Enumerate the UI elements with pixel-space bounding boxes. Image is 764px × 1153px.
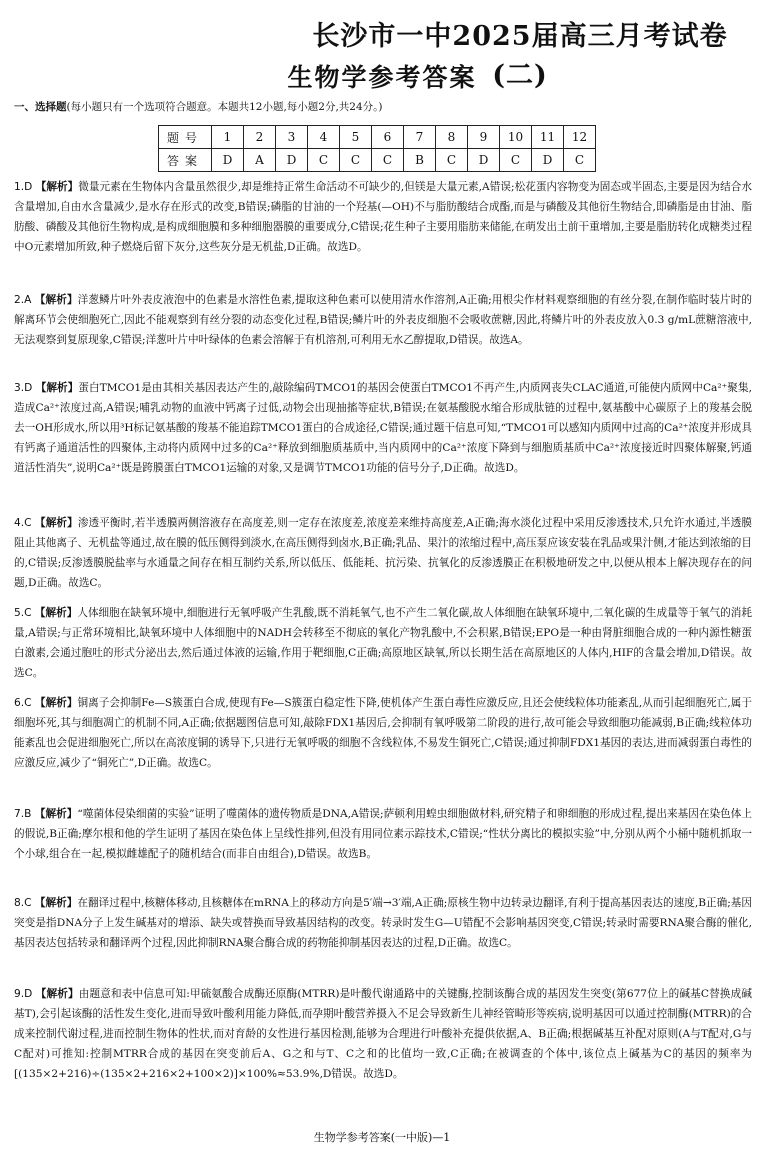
question-explanation — [14, 379, 752, 479]
answer-table-row-numbers — [159, 126, 596, 149]
analysis-tag: 【解析】 — [34, 607, 78, 619]
row-label-answer: 答案 — [159, 149, 212, 172]
question-answer: 8.C — [14, 897, 32, 909]
explanation-text: 蛋白TMCO1是由其相关基因表达产生的,敲除编码TMCO1的基因会使蛋白TMCO1不再产生,内质网丧失CLAC通道,可能使内质网中Ca²⁺聚集,造成Ca²⁺浓度过高,A错误;哺乳动物的血液中钙离子过低,动物会出现抽搐等症状,B错误;在氨基酸脱水缩合形成肽链的过程中,氨基酸中心碳原子上的羧基会脱去一OH形成水,所以用³H标记氨基酸的羧基不能追踪TMCO1蛋白的合成途径,C错误;通过题干信息可知,“TMCO1可以感知内质网中过高的Ca²⁺浓度并形成具有钙离子通道活性的四聚体,主动将内质网中过多的Ca²⁺释放到细胞质基质中,当内质网中的Ca²⁺浓度下降到与细胞质基质中Ca²⁺浓度接近时四聚体解聚,钙通道活性消失”,说明Ca²⁺既是跨膜蛋白TMCO1运输的对象,又是调节TMCO1功能的信号分子,D正确。故选D。 — [14, 382, 752, 474]
answer-cell: D — [532, 149, 564, 172]
question-answer: 1.D — [14, 181, 33, 193]
question-explanation — [14, 985, 752, 1085]
answer-cell: A — [244, 149, 276, 172]
question-answer: 5.C — [14, 607, 32, 619]
question-number: 7 — [404, 126, 436, 149]
explanation-text: 微量元素在生物体内含量虽然很少,却是维持正常生命活动不可缺少的,但镁是大量元素,A错误;松花蛋内容物变为固态或半固态,主要是因为结合水含量增加,自由水含量减少,是水存在形式的改变,B错误;磷脂的甘油的一个羟基(—OH)不与脂肪酸结合成酯,而是与磷酸及其他衍生物结合,即磷脂是由甘油、脂肪酸、磷酸及其他衍生物构成,是构成细胞膜和多种细胞器膜的重要成分,C错误;花生种子主要用脂肪来储能,在萌发出土前干重增加,主要是脂肪转化成糖类过程中O元素增加所致,种子燃烧后留下灰分,这些灰分是无机盐,D正确。故选D。 — [14, 181, 753, 253]
explanation-text: 铜离子会抑制Fe—S簇蛋白合成,使现有Fe—S簇蛋白稳定性下降,使机体产生蛋白毒性应激反应,且还会使线粒体功能紊乱,从而引起细胞死亡,属于细胞坏死,其与细胞凋亡的机制不同,A正确;依据题图信息可知,敲除FDX1基因后,会抑制有氧呼吸第二阶段的进行,故可能会导致细胞功能减弱,B正确;线粒体功能紊乱也会促进细胞死亡,所以在高浓度铜的诱导下,只进行无氧呼吸的细胞不含线粒体,不易发生铜死亡,C错误;通过抑制FDX1基因的表达,进而减弱蛋白毒性的应激反应,减少了“铜死亡”,D正确。故选C。 — [14, 697, 752, 769]
explanation-text: 渗透平衡时,若半透膜两侧溶液存在高度差,则一定存在浓度差,浓度差来维持高度差,A正确;海水淡化过程中采用反渗透技术,只允许水通过,半透膜阻止其他离子、无机盐等通过,故在膜的低压侧得到淡水,在高压侧得到卤水,B正确;乳品、果汁的浓缩过程中,高压泵应该安装在乳品或果汁侧,才能达到浓缩的目的,C错误;反渗透膜脱盐率与水通量之间存在相互制约关系,所以低压、低能耗、抗污染、抗氧化的反渗透膜正在积极地研发之中,以便从根本上解决现存在的问题,D正确。故选C。 — [14, 517, 753, 589]
answer-cell: B — [404, 149, 436, 172]
question-explanation — [14, 604, 752, 684]
question-answer: 4.C — [14, 517, 32, 529]
analysis-tag: 【解析】 — [34, 697, 78, 709]
answer-table-row-answers — [159, 149, 596, 172]
answer-cell: D — [276, 149, 308, 172]
answer-cell: D — [212, 149, 244, 172]
question-number: 1 — [212, 126, 244, 149]
row-label-number: 题号 — [159, 126, 212, 149]
analysis-tag: 【解析】 — [34, 897, 78, 909]
analysis-tag: 【解析】 — [34, 808, 78, 820]
answer-cell: C — [564, 149, 596, 172]
question-explanation — [14, 694, 752, 774]
page-title: 长沙市一中2025届高三月考试卷(二) — [312, 21, 728, 91]
analysis-tag: 【解析】 — [35, 988, 79, 1000]
answer-cell: D — [468, 149, 500, 172]
analysis-tag: 【解析】 — [35, 382, 79, 394]
question-number: 6 — [372, 126, 404, 149]
explanation-text: “噬菌体侵染细菌的实验”证明了噬菌体的遗传物质是DNA,A错误;萨顿利用蝗虫细胞做材料,研究精子和卵细胞的形成过程,提出来基因在染色体上的假说,B正确;摩尔根和他的学生证明了基因在染色体上呈线性排列,但没有用同位素示踪技术,C错误;“性状分离比的模拟实验”中,分别从两个小桶中随机抓取一个小球,组合在一起,模拟雌雄配子的随机结合(而非自由组合),D错误。故选B。 — [14, 808, 753, 860]
answer-cell: C — [500, 149, 532, 172]
section-label: 一、选择题 — [14, 101, 67, 113]
question-number: 8 — [436, 126, 468, 149]
answer-cell: C — [340, 149, 372, 172]
question-answer: 2.A — [14, 294, 32, 306]
explanation-text: 人体细胞在缺氧环境中,细胞进行无氧呼吸产生乳酸,既不消耗氧气,也不产生二氧化碳,故人体细胞在缺氧环境中,二氧化碳的生成量等于氧气的消耗量,A错误;与正常环境相比,缺氧环境中人体细胞中的NADH会转移至不彻底的氧化产物乳酸中,不会积累,B错误;EPO是一种由肾脏细胞合成的一种内源性糖蛋白激素,会通过胞吐的形式分泌出去,然后通过体液的运输,作用于靶细胞,C正确;高原地区缺氧,所以长期生活在高原地区的人体内,HIF的含量会增加,D错误。故选C。 — [14, 607, 752, 679]
question-number: 9 — [468, 126, 500, 149]
question-explanation — [14, 514, 752, 594]
explanation-text: 由题意和表中信息可知:甲硫氨酸合成酶还原酶(MTRR)是叶酸代谢通路中的关键酶,控制该酶合成的基因发生突变(第677位上的碱基C替换成碱基T),会引起该酶的活性发生变化,进而导致叶酸利用能力降低,而孕期叶酸营养摄入不足会导致新生儿神经管畸形等疾病,说明基因可以通过控制酶(MTRR)的合成来控制代谢过程,进而控制生物体的性状,而对育龄的女性进行基因检测,能够为合理进行叶酸补充提供依据,A、B正确;根据碱基互补配对原则(A与T配对,G与C配对)可推知:控制MTRR合成的基因在突变前后A、G之和与T、C之和的比值均一致,C正确;在被调查的个体中,该位点上碱基为C的基因的频率为[(135×2+216)÷(135×2+216×2+100×2)]×100%≈53.9%,D错误。故选D。 — [14, 988, 753, 1080]
question-number: 11 — [532, 126, 564, 149]
section-heading — [14, 100, 383, 114]
question-answer: 7.B — [14, 808, 32, 820]
page-footer: 生物学参考答案(一中版)—1 — [313, 1131, 451, 1144]
answer-cell: C — [308, 149, 340, 172]
question-number: 10 — [500, 126, 532, 149]
question-explanation — [14, 291, 752, 351]
question-number: 4 — [308, 126, 340, 149]
explanation-text: 洋葱鳞片叶外表皮液泡中的色素是水溶性色素,提取这种色素可以使用清水作溶剂,A正确;用根尖作材料观察细胞的有丝分裂,在制作临时装片时的解离环节会使细胞死亡,因此不能观察到有丝分裂的动态变化过程,B错误;鳞片叶的外表皮细胞不会吸收蔗糖,因此,将鳞片叶的外表皮放入0.3 g/mL蔗糖溶液中,无法观察到复原现象,C错误;洋葱叶片中叶绿体的色素会溶解于有机溶剂,可利用无水乙醇提取,D错误。故选A。 — [14, 294, 753, 346]
analysis-tag: 【解析】 — [35, 517, 78, 529]
question-answer: 6.C — [14, 697, 32, 709]
answer-cell: C — [372, 149, 404, 172]
section-note: (每小题只有一个选项符合题意。本题共12小题,每小题2分,共24分。) — [66, 101, 383, 113]
analysis-tag: 【解析】 — [34, 294, 78, 306]
explanation-text: 在翻译过程中,核糖体移动,且核糖体在mRNA上的移动方向是5′端→3′端,A正确;原核生物中边转录边翻译,有利于提高基因表达的速度,B正确;基因突变是指DNA分子上发生碱基对的增添、缺失或替换而导致基因结构的改变。转录时发生G—U错配不会影响基因突变,C错误;转录时需要RNA聚合酶的催化,基因表达包括转录和翻译两个过程,因此抑制RNA聚合酶合成的药物能抑制基因表达的过程,D正确。故选C。 — [14, 897, 753, 949]
question-explanation — [14, 178, 752, 258]
question-explanation — [14, 805, 752, 865]
answer-table — [158, 125, 596, 172]
page-subtitle: 生物学参考答案 — [287, 63, 477, 92]
question-answer: 3.D — [14, 382, 33, 394]
question-explanation — [14, 894, 752, 954]
question-number: 12 — [564, 126, 596, 149]
analysis-tag: 【解析】 — [35, 181, 79, 193]
question-number: 3 — [276, 126, 308, 149]
question-number: 2 — [244, 126, 276, 149]
answer-cell: C — [436, 149, 468, 172]
question-answer: 9.D — [14, 988, 33, 1000]
question-number: 5 — [340, 126, 372, 149]
